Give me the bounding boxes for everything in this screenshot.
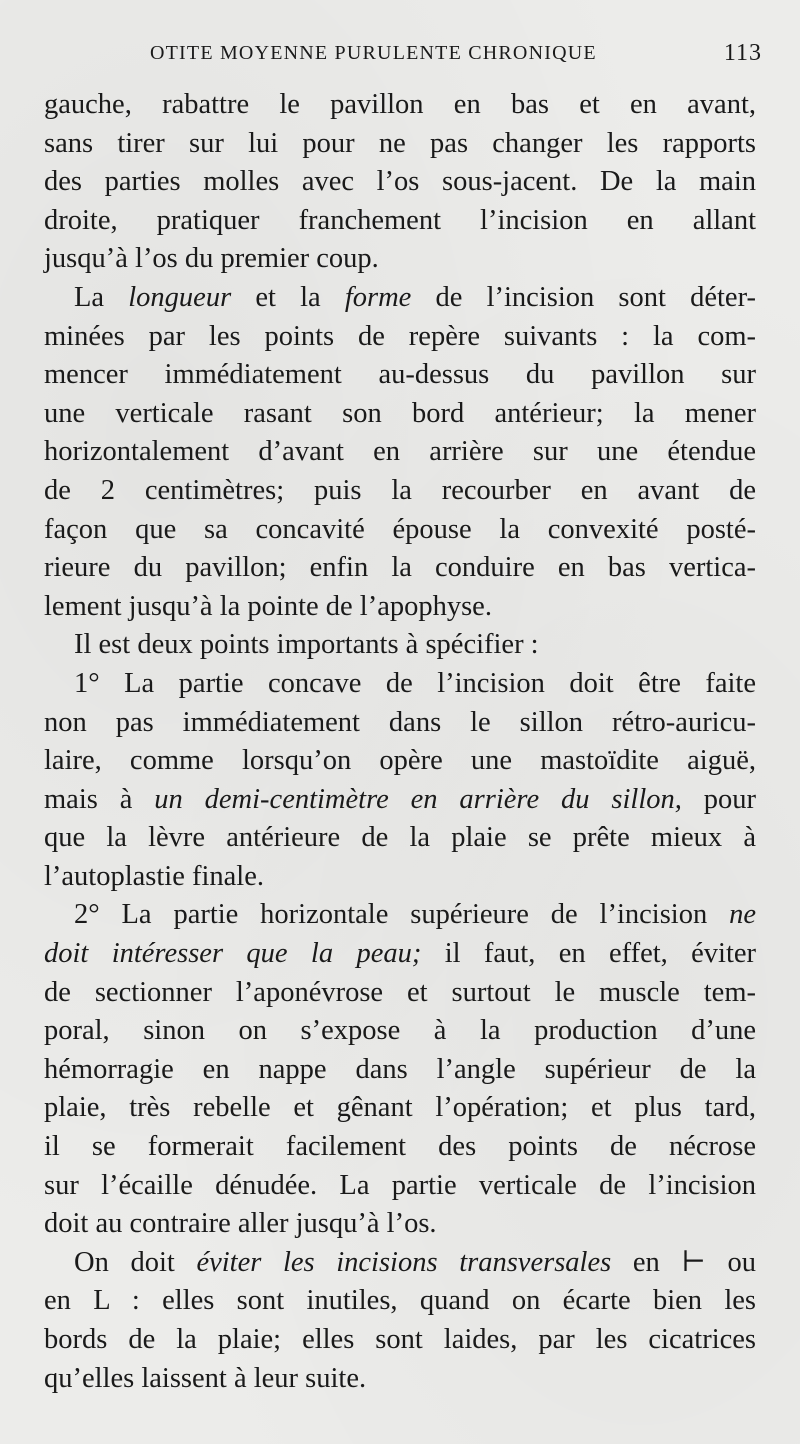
text-line: hémorragie en nappe dans l’angle supérieur de la bbox=[44, 1053, 756, 1085]
text-line: non pas immédiatement dans le sillon rétro-auricu- bbox=[44, 706, 756, 738]
text-line: l’autoplastie finale. bbox=[44, 860, 264, 892]
text-line: laire, comme lorsqu’on opère une mastoïdite aiguë, bbox=[44, 745, 756, 777]
text-line: il se formerait facilement des points de nécrose bbox=[44, 1131, 756, 1163]
text-line: sans tirer sur lui pour ne pas changer les rapports bbox=[44, 127, 756, 159]
text-line: gauche, rabattre le pavillon en bas et en avant, bbox=[44, 89, 756, 120]
text-line: plaie, très rebelle et gênant l’opération; et plus tard, bbox=[44, 1092, 756, 1124]
text-line: des parties molles avec l’os sous-jacent. De la main bbox=[44, 166, 756, 198]
running-title: OTITE MOYENNE PURULENTE CHRONIQUE bbox=[150, 42, 597, 64]
text-line: de 2 centimètres; puis la recourber en avant de bbox=[44, 474, 756, 506]
text-line: bords de la plaie; elles sont laides, par les cicatrices bbox=[44, 1324, 756, 1355]
text-line: horizontalement d’avant en arrière sur une étendue bbox=[44, 436, 756, 468]
text-line: droite, pratiquer franchement l’incision en allant bbox=[44, 204, 756, 236]
text-line: 1° La partie concave de l’incision doit être faite bbox=[74, 667, 756, 699]
text-line: On doit éviter les incisions transversales en ⊢ ou bbox=[74, 1246, 757, 1278]
text-line: doit au contraire aller jusqu’à l’os. bbox=[44, 1208, 437, 1240]
text-line: en L : elles sont inutiles, quand on écarte bien les bbox=[44, 1285, 756, 1317]
text-line: poral, sinon on s’expose à la production d’une bbox=[44, 1015, 756, 1047]
text-line: mencer immédiatement au-dessus du pavillon sur bbox=[44, 359, 756, 391]
text-line: rieure du pavillon; enfin la conduire en bas vertica- bbox=[44, 552, 756, 584]
text-line: sur l’écaille dénudée. La partie verticale de l’incision bbox=[44, 1169, 756, 1201]
page-number: 113 bbox=[723, 40, 762, 66]
text-line: de sectionner l’aponévrose et surtout le muscle tem- bbox=[44, 976, 756, 1008]
page-header bbox=[150, 42, 762, 72]
body-text bbox=[44, 86, 756, 1398]
text-line: doit intéresser que la peau; il faut, en effet, éviter bbox=[44, 938, 757, 970]
text-line: 2° La partie horizontale supérieure de l’incision ne bbox=[74, 899, 756, 931]
text-line: Il est deux points importants à spécifier : bbox=[74, 629, 539, 661]
text-line: façon que sa concavité épouse la convexité posté- bbox=[44, 513, 756, 545]
text-line: lement jusqu’à la pointe de l’apophyse. bbox=[44, 590, 492, 622]
text-line: La longueur et la forme de l’incision sont déter- bbox=[74, 281, 756, 313]
text-line: minées par les points de repère suivants : la com- bbox=[44, 320, 756, 352]
text-line: jusqu’à l’os du premier coup. bbox=[44, 243, 379, 275]
text-line: une verticale rasant son bord antérieur; la mener bbox=[44, 397, 756, 429]
text-line: qu’elles laissent à leur suite. bbox=[44, 1362, 367, 1394]
text-line: mais à un demi-centimètre en arrière du sillon, pour bbox=[44, 783, 757, 815]
text-line: que la lèvre antérieure de la plaie se prête mieux à bbox=[44, 822, 756, 854]
